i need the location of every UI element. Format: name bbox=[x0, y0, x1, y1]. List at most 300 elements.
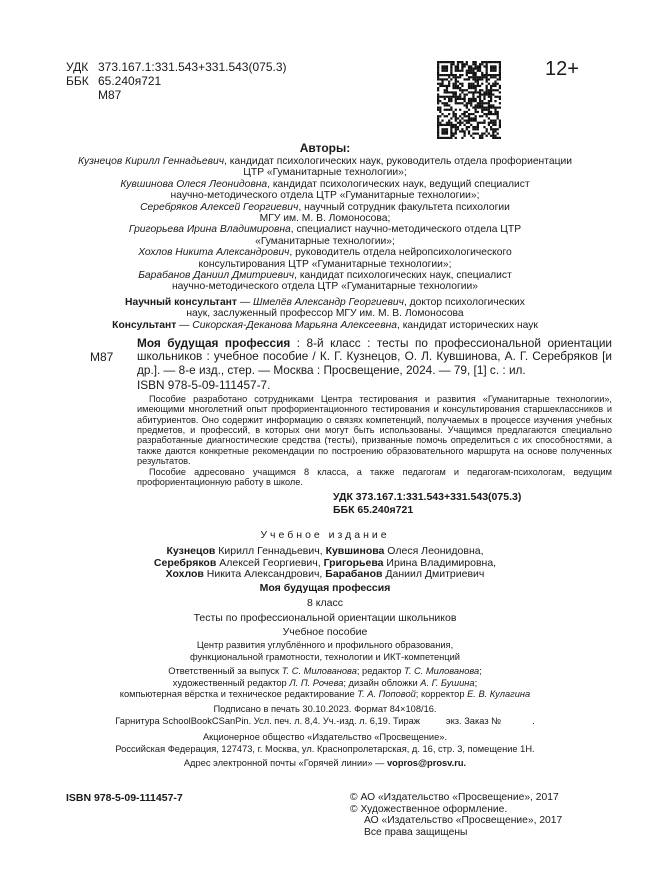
qr-module bbox=[455, 100, 457, 102]
qr-module bbox=[455, 109, 457, 111]
qr-module bbox=[481, 94, 483, 96]
qr-module bbox=[470, 68, 472, 70]
qr-module bbox=[463, 124, 465, 126]
qr-module bbox=[461, 128, 463, 130]
qr-module bbox=[463, 135, 465, 137]
qr-module bbox=[466, 126, 468, 128]
qr-module bbox=[472, 117, 474, 119]
qr-module bbox=[457, 98, 459, 100]
qr-module bbox=[463, 120, 465, 122]
text-line bbox=[0, 627, 650, 639]
qr-module bbox=[468, 85, 470, 87]
qr-module bbox=[452, 135, 454, 137]
qr-module bbox=[494, 96, 496, 98]
qr-module bbox=[486, 81, 488, 83]
qr-module bbox=[490, 128, 492, 130]
qr-module bbox=[470, 76, 472, 78]
qr-module bbox=[492, 137, 494, 139]
qr-module bbox=[470, 113, 472, 115]
qr-module bbox=[441, 74, 443, 76]
qr-module bbox=[486, 107, 488, 109]
qr-module bbox=[488, 102, 490, 104]
qr-module bbox=[457, 117, 459, 119]
qr-module bbox=[486, 102, 488, 104]
text-line bbox=[0, 530, 650, 542]
qr-module bbox=[439, 100, 441, 102]
qr-module bbox=[450, 133, 452, 135]
qr-module bbox=[448, 113, 450, 115]
qr-module bbox=[468, 117, 470, 119]
qr-module bbox=[444, 74, 446, 76]
qr-module bbox=[444, 115, 446, 117]
qr-module bbox=[468, 87, 470, 89]
qr-module bbox=[448, 100, 450, 102]
qr-module bbox=[475, 65, 477, 67]
book-title: Моя будущая профессия bbox=[137, 336, 291, 351]
qr-module bbox=[483, 91, 485, 93]
qr-module bbox=[455, 102, 457, 104]
qr-module bbox=[455, 65, 457, 67]
qr-module bbox=[450, 128, 452, 130]
qr-module bbox=[450, 70, 452, 72]
qr-module bbox=[475, 87, 477, 89]
qr-module bbox=[468, 78, 470, 80]
qr-module bbox=[468, 76, 470, 78]
qr-module bbox=[494, 120, 496, 122]
qr-module bbox=[483, 122, 485, 124]
qr-module bbox=[497, 74, 499, 76]
qr-module bbox=[444, 85, 446, 87]
qr-module bbox=[481, 61, 483, 63]
qr-module bbox=[448, 81, 450, 83]
qr-module bbox=[490, 111, 492, 113]
qr-module bbox=[499, 63, 501, 65]
text-segment: ; дизайн обложки bbox=[343, 677, 421, 688]
qr-module bbox=[459, 98, 461, 100]
qr-module bbox=[490, 91, 492, 93]
qr-module bbox=[470, 102, 472, 104]
qr-module bbox=[483, 113, 485, 115]
qr-module bbox=[492, 61, 494, 63]
qr-module bbox=[457, 96, 459, 98]
qr-module bbox=[461, 63, 463, 65]
qr-module bbox=[475, 117, 477, 119]
qr-module bbox=[446, 91, 448, 93]
qr-module bbox=[455, 87, 457, 89]
qr-module bbox=[488, 83, 490, 85]
qr-module bbox=[437, 74, 439, 76]
qr-module bbox=[455, 83, 457, 85]
qr-module bbox=[486, 76, 488, 78]
qr-module bbox=[448, 137, 450, 139]
qr-module bbox=[499, 65, 501, 67]
qr-module bbox=[461, 113, 463, 115]
qr-module bbox=[459, 109, 461, 111]
qr-module bbox=[450, 98, 452, 100]
authors-list bbox=[0, 156, 650, 293]
qr-module bbox=[437, 109, 439, 111]
qr-module bbox=[450, 137, 452, 139]
text-segment: Хохлов bbox=[165, 568, 204, 581]
qr-module bbox=[439, 78, 441, 80]
text-segment: , кандидат психологических наук, специалист bbox=[294, 270, 512, 282]
qr-module bbox=[463, 98, 465, 100]
qr-module bbox=[446, 130, 448, 132]
qr-module bbox=[472, 96, 474, 98]
qr-module bbox=[468, 91, 470, 93]
qr-module bbox=[477, 81, 479, 83]
qr-module bbox=[459, 61, 461, 63]
qr-module bbox=[441, 113, 443, 115]
qr-module bbox=[463, 89, 465, 91]
qr-module bbox=[448, 120, 450, 122]
qr-module bbox=[444, 91, 446, 93]
qr-module bbox=[481, 111, 483, 113]
qr-module bbox=[452, 63, 454, 65]
text-segment: МГУ им. М. В. Ломоносова; bbox=[259, 213, 391, 225]
qr-module bbox=[479, 65, 481, 67]
qr-module bbox=[444, 130, 446, 132]
qr-module bbox=[481, 76, 483, 78]
qr-module bbox=[461, 70, 463, 72]
qr-module bbox=[450, 117, 452, 119]
qr-module bbox=[481, 89, 483, 91]
qr-module bbox=[475, 98, 477, 100]
qr-module bbox=[459, 96, 461, 98]
qr-module bbox=[479, 137, 481, 139]
qr-module bbox=[446, 87, 448, 89]
qr-module bbox=[452, 96, 454, 98]
qr-module bbox=[441, 70, 443, 72]
qr-module bbox=[492, 85, 494, 87]
qr-module bbox=[497, 117, 499, 119]
qr-module bbox=[439, 61, 441, 63]
qr-module bbox=[497, 96, 499, 98]
text-segment: Алексей Георгиевич, bbox=[216, 556, 324, 569]
qr-module bbox=[481, 109, 483, 111]
qr-module bbox=[450, 65, 452, 67]
qr-module bbox=[455, 96, 457, 98]
text-segment: Российская Федерация, 127473, г. Москва, ул. Краснопролетарская, д. 16, стр. 3, помещение 1Н. bbox=[115, 743, 535, 754]
qr-module bbox=[463, 96, 465, 98]
qr-module bbox=[488, 113, 490, 115]
qr-module bbox=[494, 124, 496, 126]
qr-module bbox=[479, 63, 481, 65]
qr-module bbox=[479, 102, 481, 104]
qr-module bbox=[472, 120, 474, 122]
copyright-line: © АО «Издательство «Просвещение», 2017 bbox=[350, 792, 559, 804]
qr-module bbox=[490, 85, 492, 87]
qr-module bbox=[455, 91, 457, 93]
qr-module bbox=[437, 65, 439, 67]
qr-module bbox=[494, 137, 496, 139]
qr-module bbox=[444, 89, 446, 91]
qr-module bbox=[444, 137, 446, 139]
qr-module bbox=[483, 98, 485, 100]
text-segment: Учебное пособие bbox=[282, 625, 368, 638]
qr-module bbox=[475, 68, 477, 70]
text-line bbox=[0, 167, 650, 178]
qr-module bbox=[475, 74, 477, 76]
qr-module bbox=[452, 91, 454, 93]
text-line bbox=[0, 270, 650, 281]
qr-module bbox=[497, 113, 499, 115]
text-segment: , кандидат психологических наук, руководитель отдела профориентации bbox=[224, 156, 572, 167]
qr-module bbox=[475, 115, 477, 117]
text-segment: Т. С. Милованова bbox=[404, 666, 480, 677]
qr-module bbox=[466, 115, 468, 117]
qr-module bbox=[441, 81, 443, 83]
qr-module bbox=[470, 124, 472, 126]
qr-module bbox=[450, 135, 452, 137]
qr-module bbox=[450, 74, 452, 76]
qr-module bbox=[481, 122, 483, 124]
text-line bbox=[0, 202, 650, 213]
text-segment: ЦТР «Гуманитарные технологии»; bbox=[243, 167, 407, 179]
qr-module bbox=[463, 130, 465, 132]
qr-module bbox=[459, 87, 461, 89]
qr-module bbox=[448, 109, 450, 111]
qr-module bbox=[446, 122, 448, 124]
qr-module bbox=[479, 68, 481, 70]
qr-module bbox=[486, 61, 488, 63]
qr-module bbox=[483, 74, 485, 76]
qr-module bbox=[481, 72, 483, 74]
qr-module bbox=[472, 83, 474, 85]
qr-module bbox=[446, 124, 448, 126]
qr-module bbox=[450, 96, 452, 98]
text-segment: 8 класс bbox=[307, 597, 343, 610]
qr-module bbox=[492, 74, 494, 76]
copyright-line: АО «Издательство «Просвещение», 2017 bbox=[364, 815, 563, 827]
qr-module bbox=[446, 102, 448, 104]
text-segment: научно-методического отдела ЦТР «Гуманитарные технологии» bbox=[171, 281, 479, 293]
qr-module bbox=[494, 81, 496, 83]
qr-module bbox=[450, 68, 452, 70]
qr-module bbox=[499, 76, 501, 78]
qr-module bbox=[494, 113, 496, 115]
text-segment: Григорьева bbox=[323, 556, 384, 569]
qr-module bbox=[481, 74, 483, 76]
qr-module bbox=[477, 68, 479, 70]
qr-module bbox=[437, 96, 439, 98]
qr-module bbox=[470, 104, 472, 106]
text-segment: Кувшинова bbox=[325, 544, 385, 557]
text-segment: Кузнецов Кирилл Геннадьевич bbox=[78, 156, 225, 167]
qr-module bbox=[472, 74, 474, 76]
text-line bbox=[0, 613, 650, 625]
qr-module bbox=[488, 94, 490, 96]
qr-module bbox=[452, 111, 454, 113]
qr-module bbox=[490, 107, 492, 109]
text-segment: Кувшинова Олеся Леонидовна bbox=[120, 178, 268, 190]
qr-module bbox=[470, 72, 472, 74]
text-segment: Кузнецов bbox=[166, 544, 216, 557]
qr-module bbox=[452, 61, 454, 63]
qr-module bbox=[450, 100, 452, 102]
qr-module bbox=[461, 89, 463, 91]
text-segment: «Гуманитарные технологии»; bbox=[255, 235, 395, 247]
qr-module bbox=[448, 122, 450, 124]
qr-module bbox=[466, 107, 468, 109]
qr-module bbox=[459, 76, 461, 78]
qr-module bbox=[481, 137, 483, 139]
qr-module bbox=[468, 115, 470, 117]
qr-module bbox=[477, 96, 479, 98]
qr-module bbox=[437, 68, 439, 70]
qr-module bbox=[441, 133, 443, 135]
qr-module bbox=[488, 122, 490, 124]
qr-module bbox=[475, 104, 477, 106]
qr-module bbox=[494, 76, 496, 78]
qr-module bbox=[463, 104, 465, 106]
qr-module bbox=[483, 65, 485, 67]
qr-module bbox=[499, 91, 501, 93]
qr-module bbox=[463, 111, 465, 113]
text-segment: Ирина Владимировна, bbox=[383, 556, 497, 569]
qr-module bbox=[494, 74, 496, 76]
qr-module bbox=[472, 133, 474, 135]
qr-module bbox=[472, 76, 474, 78]
qr-module bbox=[470, 135, 472, 137]
qr-module bbox=[472, 126, 474, 128]
qr-module bbox=[488, 117, 490, 119]
qr-module bbox=[494, 109, 496, 111]
qr-module bbox=[479, 98, 481, 100]
qr-module bbox=[463, 78, 465, 80]
qr-module bbox=[479, 70, 481, 72]
qr-module bbox=[455, 74, 457, 76]
text-segment: ; bbox=[474, 677, 478, 688]
qr-module bbox=[477, 65, 479, 67]
qr-module bbox=[481, 107, 483, 109]
qr-module bbox=[486, 68, 488, 70]
qr-module bbox=[437, 124, 439, 126]
text-segment: , доктор психологических bbox=[403, 296, 525, 308]
qr-module bbox=[455, 124, 457, 126]
qr-module bbox=[483, 120, 485, 122]
qr-module bbox=[444, 124, 446, 126]
qr-module bbox=[457, 70, 459, 72]
age-rating: 12+ bbox=[545, 58, 579, 80]
qr-module bbox=[483, 102, 485, 104]
qr-module bbox=[457, 102, 459, 104]
text-segment: Акционерное общество «Издательство «Просвещение». bbox=[202, 732, 448, 743]
qr-module bbox=[441, 68, 443, 70]
qr-module bbox=[486, 113, 488, 115]
text-line bbox=[0, 213, 650, 224]
text-segment: Т. А. Поповой bbox=[357, 689, 416, 700]
qr-module bbox=[492, 120, 494, 122]
qr-module bbox=[452, 83, 454, 85]
qr-module bbox=[468, 113, 470, 115]
qr-module bbox=[437, 83, 439, 85]
qr-module bbox=[477, 133, 479, 135]
bbk-code: 65.240я721 bbox=[98, 74, 162, 88]
text-segment: Адрес электронной почты «Горячей линии» — bbox=[183, 758, 387, 769]
qr-module bbox=[499, 124, 501, 126]
qr-module bbox=[463, 115, 465, 117]
bbk-label: ББК bbox=[66, 74, 89, 88]
qr-module bbox=[492, 68, 494, 70]
qr-module bbox=[439, 124, 441, 126]
qr-module bbox=[452, 124, 454, 126]
qr-module bbox=[472, 113, 474, 115]
qr-module bbox=[455, 78, 457, 80]
text-line bbox=[0, 744, 650, 756]
qr-module bbox=[466, 94, 468, 96]
qr-module bbox=[479, 115, 481, 117]
text-line bbox=[0, 640, 650, 652]
text-segment: А. Г. Бушина bbox=[420, 677, 475, 688]
qr-module bbox=[481, 133, 483, 135]
qr-module bbox=[477, 91, 479, 93]
qr-module bbox=[492, 107, 494, 109]
qr-module bbox=[452, 74, 454, 76]
text-segment: ; bbox=[479, 666, 482, 677]
qr-module bbox=[437, 115, 439, 117]
qr-module bbox=[475, 78, 477, 80]
qr-module bbox=[499, 78, 501, 80]
abstract bbox=[137, 394, 612, 488]
qr-module bbox=[468, 130, 470, 132]
qr-module bbox=[466, 61, 468, 63]
qr-module bbox=[477, 111, 479, 113]
qr-module bbox=[459, 102, 461, 104]
qr-module bbox=[437, 98, 439, 100]
qr-module bbox=[459, 124, 461, 126]
qr-module bbox=[463, 100, 465, 102]
qr-module bbox=[446, 137, 448, 139]
qr-module bbox=[459, 74, 461, 76]
bibliography-mark: М87 bbox=[90, 350, 114, 365]
qr-module bbox=[466, 63, 468, 65]
qr-module bbox=[479, 100, 481, 102]
qr-module bbox=[455, 126, 457, 128]
qr-module bbox=[437, 89, 439, 91]
qr-module bbox=[472, 94, 474, 96]
udk-code: УДК 373.167.1:331.543+331.543(075.3) bbox=[333, 491, 522, 504]
qr-module bbox=[446, 85, 448, 87]
qr-module bbox=[481, 63, 483, 65]
qr-module bbox=[490, 122, 492, 124]
text-segment: Хохлов Никита Александрович bbox=[138, 247, 290, 259]
qr-module bbox=[444, 61, 446, 63]
qr-module bbox=[479, 107, 481, 109]
qr-module bbox=[450, 126, 452, 128]
qr-module bbox=[468, 109, 470, 111]
bibliographic-record bbox=[137, 337, 612, 377]
qr-module bbox=[486, 65, 488, 67]
qr-module bbox=[492, 135, 494, 137]
qr-module bbox=[494, 107, 496, 109]
qr-module bbox=[446, 128, 448, 130]
text-segment: Григорьева Ирина Владимировна bbox=[128, 224, 291, 236]
qr-module bbox=[492, 83, 494, 85]
qr-module bbox=[450, 91, 452, 93]
qr-module bbox=[457, 61, 459, 63]
qr-module bbox=[461, 137, 463, 139]
qr-module bbox=[483, 94, 485, 96]
text-segment: Т. С. Милованова bbox=[281, 666, 357, 677]
qr-module bbox=[437, 70, 439, 72]
qr-module bbox=[481, 102, 483, 104]
qr-module bbox=[497, 83, 499, 85]
qr-module bbox=[475, 107, 477, 109]
qr-module bbox=[444, 104, 446, 106]
qr-module bbox=[466, 111, 468, 113]
qr-module bbox=[472, 61, 474, 63]
